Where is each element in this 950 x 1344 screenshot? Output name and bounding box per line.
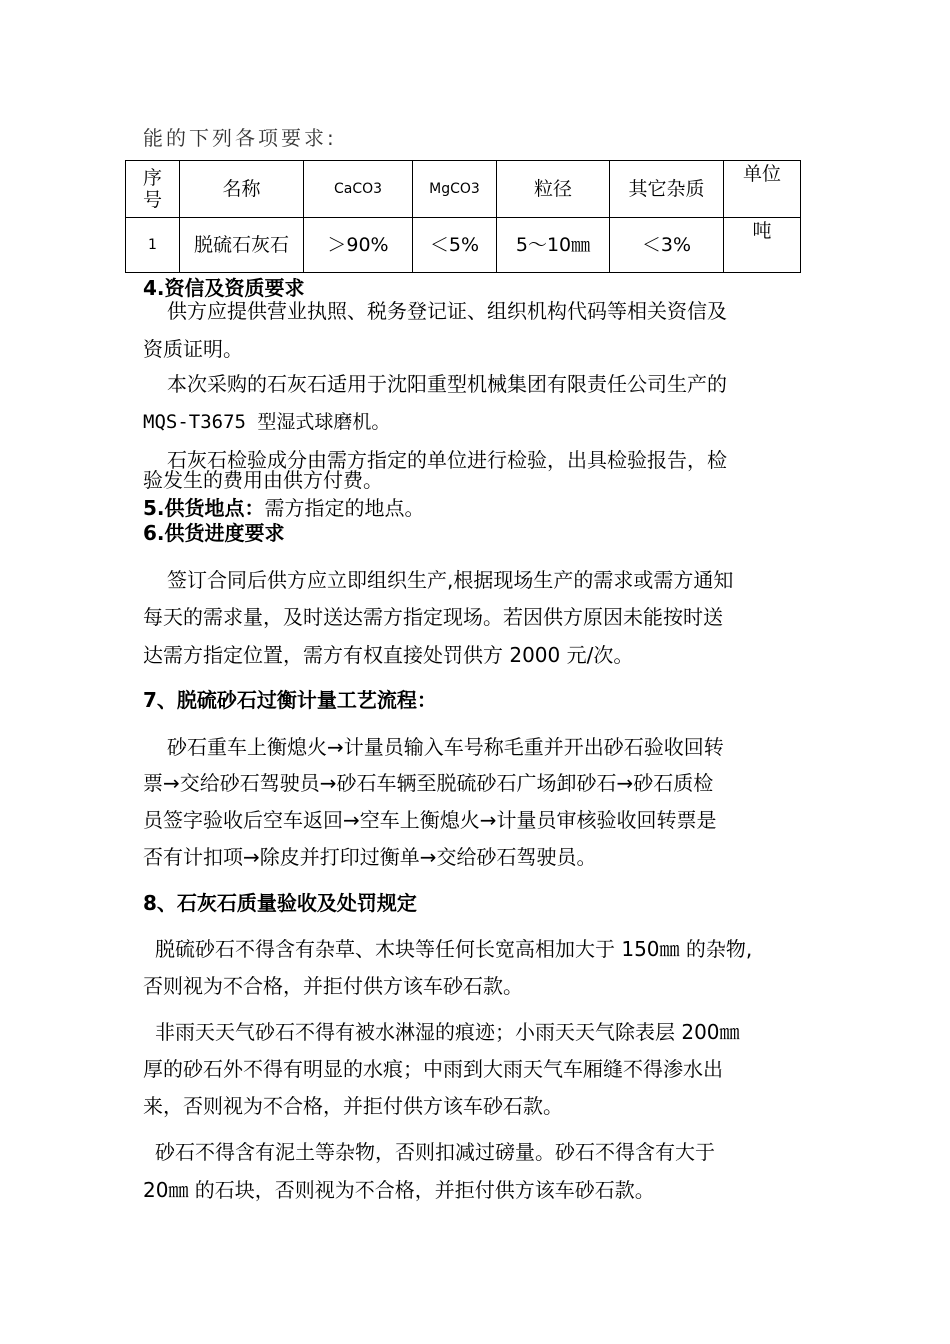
table-cell: 1 (126, 218, 180, 273)
section-5-line (143, 496, 425, 520)
paragraph-line: 达需方指定位置，需方有权直接处罚供方 2000 元/次。 (143, 643, 634, 667)
section-8-heading: 8、石灰石质量验收及处罚规定 (143, 891, 417, 915)
paragraph-line: 砂石不得含有泥土等杂物，否则扣减过磅量。砂石不得含有大于 (155, 1140, 715, 1164)
section-4-heading: 4.资信及资质要求 (143, 276, 305, 300)
paragraph-line: 石灰石检验成分由需方指定的单位进行检验，出具检验报告，检 (167, 448, 727, 472)
table-cell: 吨 (724, 218, 801, 273)
paragraph-line: 本次采购的石灰石适用于沈阳重型机械集团有限责任公司生产的 (167, 372, 727, 396)
paragraph-line: 否有计扣项→除皮并打印过衡单→交给砂石驾驶员。 (143, 845, 597, 869)
paragraph-line: 每天的需求量，及时送达需方指定现场。若因供方原因未能按时送 (143, 605, 723, 629)
header-cell: 名称 (180, 161, 304, 218)
paragraph-line: 20㎜ 的石块，否则视为不合格，并拒付供方该车砂石款。 (143, 1178, 655, 1202)
paragraph-line: MQS-T3675 型湿式球磨机。 (143, 411, 391, 433)
paragraph-line: 否则视为不合格，并拒付供方该车砂石款。 (143, 974, 523, 998)
header-cell: CaCO3 (304, 161, 413, 218)
header-cell: 单位 (724, 161, 801, 218)
section-7-heading: 7、脱硫砂石过衡计量工艺流程： (143, 688, 437, 712)
paragraph-line: 员签字验收后空车返回→空车上衡熄火→计量员审核验收回转票是 (143, 808, 717, 832)
table-row (126, 218, 801, 273)
intro-text: 能的下列各项要求: (143, 126, 337, 150)
paragraph-line: 验发生的费用由供方付费。 (143, 468, 383, 492)
paragraph-line: 票→交给砂石驾驶员→砂石车辆至脱硫砂石广场卸砂石→砂石质检 (143, 771, 714, 795)
table-header-row (126, 161, 801, 218)
section-5-heading: 5.供货地点： (143, 496, 265, 520)
paragraph-line: 供方应提供营业执照、税务登记证、组织机构代码等相关资信及 (167, 299, 727, 323)
paragraph-line: 脱硫砂石不得含有杂草、木块等任何长宽高相加大于 150㎜ 的杂物, (155, 937, 753, 961)
table-cell: 脱硫石灰石 (180, 218, 304, 273)
header-cell: 其它杂质 (610, 161, 724, 218)
paragraph-line: 签订合同后供方应立即组织生产,根据现场生产的需求或需方通知 (167, 568, 734, 592)
header-cell: 序号 (126, 161, 180, 218)
section-6-heading: 6.供货进度要求 (143, 521, 285, 545)
table-cell: ＜5% (413, 218, 497, 273)
table-cell: ＜3% (610, 218, 724, 273)
table-cell: 5～10㎜ (497, 218, 610, 273)
paragraph-line: 非雨天天气砂石不得有被水淋湿的痕迹；小雨天天气除表层 200㎜ (155, 1020, 740, 1044)
section-5-text: 需方指定的地点。 (264, 496, 425, 520)
header-cell: MgCO3 (413, 161, 497, 218)
table-cell: ＞90% (304, 218, 413, 273)
header-cell: 粒径 (497, 161, 610, 218)
paragraph-line: 来，否则视为不合格，并拒付供方该车砂石款。 (143, 1094, 563, 1118)
paragraph-line: 砂石重车上衡熄火→计量员输入车号称毛重并开出砂石验收回转 (167, 735, 724, 759)
paragraph-line: 资质证明。 (143, 337, 243, 361)
spec-table (125, 160, 801, 273)
paragraph-line: 厚的砂石外不得有明显的水痕；中雨到大雨天气车厢缝不得渗水出 (143, 1057, 723, 1081)
